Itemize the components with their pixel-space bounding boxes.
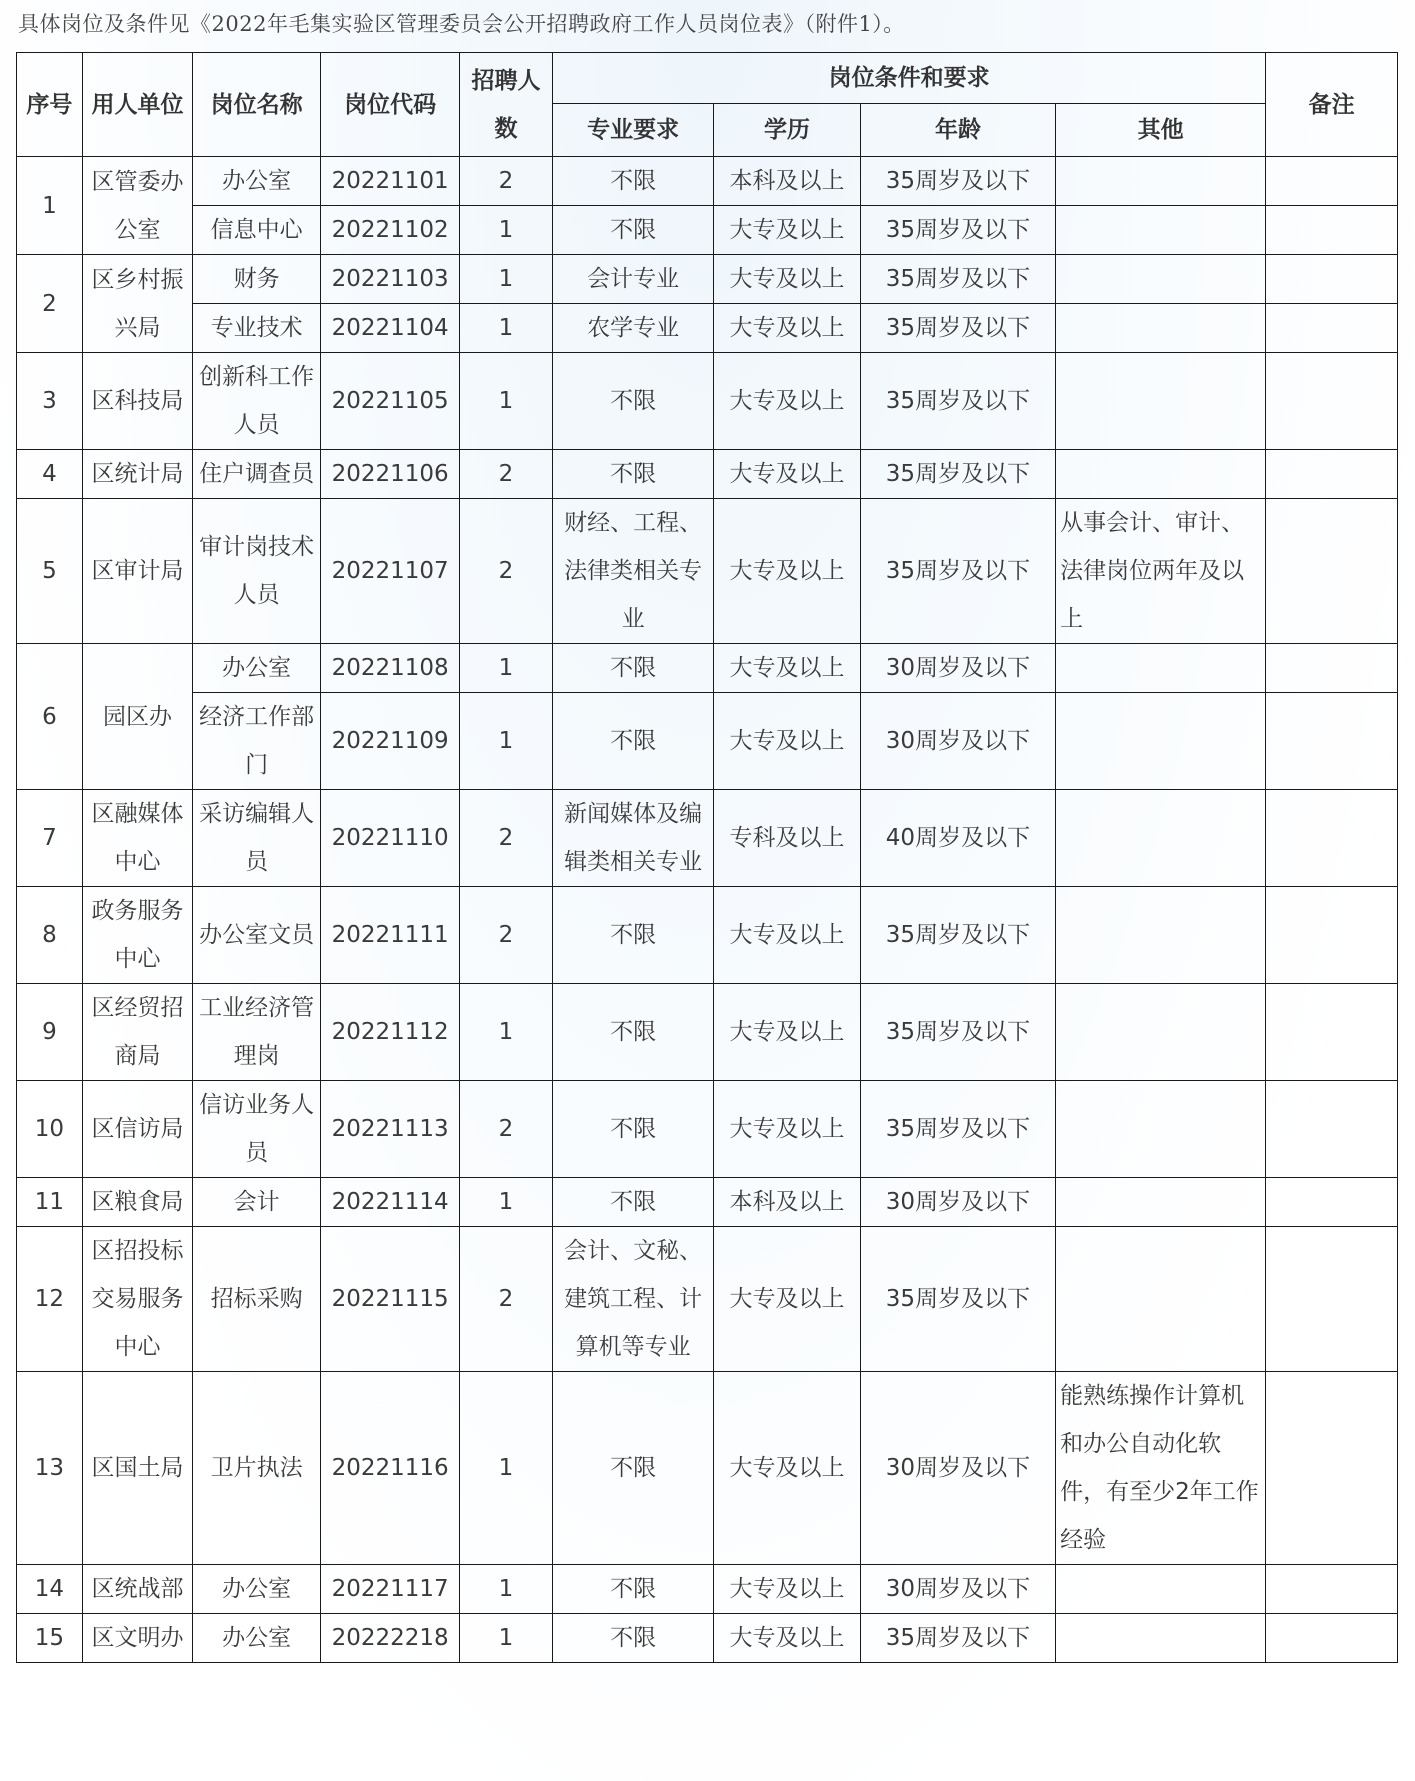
cell-major: 农学专业 <box>553 304 714 353</box>
table-row <box>17 1372 1398 1565</box>
cell-position: 创新科工作人员 <box>193 353 321 450</box>
cell-code: 20221108 <box>321 644 460 693</box>
cell-position: 办公室 <box>193 1614 321 1663</box>
cell-seq: 15 <box>17 1614 83 1663</box>
cell-remark <box>1266 1081 1398 1178</box>
cell-seq: 12 <box>17 1227 83 1372</box>
cell-remark <box>1266 1178 1398 1227</box>
cell-unit: 区信访局 <box>82 1081 192 1178</box>
positions-table <box>16 52 1398 1663</box>
table-row <box>17 887 1398 984</box>
cell-remark <box>1266 450 1398 499</box>
header-remark: 备注 <box>1266 53 1398 157</box>
cell-code: 20221112 <box>321 984 460 1081</box>
cell-code: 20221114 <box>321 1178 460 1227</box>
cell-position: 招标采购 <box>193 1227 321 1372</box>
cell-major: 不限 <box>553 1178 714 1227</box>
cell-seq: 2 <box>17 255 83 353</box>
cell-code: 20222218 <box>321 1614 460 1663</box>
header-count: 招聘人数 <box>459 53 552 157</box>
cell-code: 20221105 <box>321 353 460 450</box>
cell-education: 大专及以上 <box>714 353 861 450</box>
cell-position: 办公室 <box>193 157 321 206</box>
cell-other <box>1056 255 1266 304</box>
cell-count: 1 <box>459 206 552 255</box>
cell-unit: 区融媒体中心 <box>82 790 192 887</box>
cell-education: 大专及以上 <box>714 1565 861 1614</box>
cell-unit: 园区办 <box>82 644 192 790</box>
cell-position: 采访编辑人员 <box>193 790 321 887</box>
cell-count: 2 <box>459 887 552 984</box>
cell-remark <box>1266 255 1398 304</box>
table-row <box>17 499 1398 644</box>
cell-education: 大专及以上 <box>714 1227 861 1372</box>
cell-major: 不限 <box>553 206 714 255</box>
cell-education: 大专及以上 <box>714 887 861 984</box>
cell-position: 办公室 <box>193 644 321 693</box>
cell-major: 不限 <box>553 353 714 450</box>
cell-seq: 11 <box>17 1178 83 1227</box>
cell-position: 住户调查员 <box>193 450 321 499</box>
table-row <box>17 1614 1398 1663</box>
cell-position: 办公室 <box>193 1565 321 1614</box>
cell-code: 20221113 <box>321 1081 460 1178</box>
cell-major: 不限 <box>553 644 714 693</box>
cell-position: 工业经济管理岗 <box>193 984 321 1081</box>
cell-age: 35周岁及以下 <box>860 1227 1055 1372</box>
table-row <box>17 644 1398 693</box>
cell-code: 20221103 <box>321 255 460 304</box>
header-position: 岗位名称 <box>193 53 321 157</box>
cell-seq: 13 <box>17 1372 83 1565</box>
cell-seq: 14 <box>17 1565 83 1614</box>
cell-remark <box>1266 1614 1398 1663</box>
cell-unit: 区国土局 <box>82 1372 192 1565</box>
cell-code: 20221115 <box>321 1227 460 1372</box>
cell-education: 大专及以上 <box>714 984 861 1081</box>
cell-remark <box>1266 206 1398 255</box>
cell-remark <box>1266 790 1398 887</box>
cell-age: 30周岁及以下 <box>860 1178 1055 1227</box>
cell-other <box>1056 1614 1266 1663</box>
cell-count: 1 <box>459 255 552 304</box>
cell-education: 大专及以上 <box>714 644 861 693</box>
table-row <box>17 693 1398 790</box>
header-code: 岗位代码 <box>321 53 460 157</box>
cell-major: 不限 <box>553 1614 714 1663</box>
cell-remark <box>1266 353 1398 450</box>
cell-education: 大专及以上 <box>714 693 861 790</box>
table-row <box>17 1081 1398 1178</box>
cell-other <box>1056 353 1266 450</box>
cell-major: 会计专业 <box>553 255 714 304</box>
cell-education: 本科及以上 <box>714 157 861 206</box>
cell-remark <box>1266 693 1398 790</box>
cell-education: 大专及以上 <box>714 206 861 255</box>
cell-other <box>1056 304 1266 353</box>
cell-count: 1 <box>459 1614 552 1663</box>
table-row <box>17 1227 1398 1372</box>
cell-other: 能熟练操作计算机和办公自动化软件，有至少2年工作经验 <box>1056 1372 1266 1565</box>
cell-seq: 1 <box>17 157 83 255</box>
cell-seq: 5 <box>17 499 83 644</box>
header-age: 年龄 <box>860 104 1055 157</box>
cell-count: 2 <box>459 790 552 887</box>
cell-major: 新闻媒体及编辑类相关专业 <box>553 790 714 887</box>
cell-code: 20221106 <box>321 450 460 499</box>
cell-other <box>1056 1227 1266 1372</box>
cell-major: 会计、文秘、建筑工程、计算机等专业 <box>553 1227 714 1372</box>
cell-age: 35周岁及以下 <box>860 206 1055 255</box>
cell-count: 2 <box>459 450 552 499</box>
cell-remark <box>1266 499 1398 644</box>
cell-count: 2 <box>459 1227 552 1372</box>
cell-unit: 区科技局 <box>82 353 192 450</box>
cell-count: 2 <box>459 1081 552 1178</box>
cell-position: 信访业务人员 <box>193 1081 321 1178</box>
table-row <box>17 790 1398 887</box>
cell-remark <box>1266 157 1398 206</box>
header-other: 其他 <box>1056 104 1266 157</box>
cell-age: 30周岁及以下 <box>860 1565 1055 1614</box>
cell-count: 2 <box>459 157 552 206</box>
cell-age: 35周岁及以下 <box>860 499 1055 644</box>
cell-seq: 4 <box>17 450 83 499</box>
cell-count: 1 <box>459 1565 552 1614</box>
cell-major: 不限 <box>553 984 714 1081</box>
cell-position: 财务 <box>193 255 321 304</box>
cell-age: 35周岁及以下 <box>860 1614 1055 1663</box>
cell-unit: 区统计局 <box>82 450 192 499</box>
cell-other <box>1056 693 1266 790</box>
cell-major: 不限 <box>553 450 714 499</box>
cell-remark <box>1266 887 1398 984</box>
cell-age: 35周岁及以下 <box>860 353 1055 450</box>
cell-count: 1 <box>459 304 552 353</box>
cell-age: 35周岁及以下 <box>860 304 1055 353</box>
cell-education: 大专及以上 <box>714 304 861 353</box>
cell-code: 20221109 <box>321 693 460 790</box>
cell-unit: 区粮食局 <box>82 1178 192 1227</box>
header-conditions: 岗位条件和要求 <box>553 53 1266 104</box>
cell-count: 1 <box>459 644 552 693</box>
cell-unit: 区审计局 <box>82 499 192 644</box>
cell-count: 1 <box>459 353 552 450</box>
cell-unit: 区乡村振兴局 <box>82 255 192 353</box>
cell-other <box>1056 644 1266 693</box>
cell-position: 办公室文员 <box>193 887 321 984</box>
cell-unit: 区经贸招商局 <box>82 984 192 1081</box>
cell-code: 20221104 <box>321 304 460 353</box>
cell-age: 35周岁及以下 <box>860 255 1055 304</box>
cell-code: 20221101 <box>321 157 460 206</box>
table-row <box>17 450 1398 499</box>
cell-code: 20221111 <box>321 887 460 984</box>
cell-age: 35周岁及以下 <box>860 984 1055 1081</box>
cell-remark <box>1266 1227 1398 1372</box>
cell-other <box>1056 887 1266 984</box>
cell-unit: 区招投标交易服务中心 <box>82 1227 192 1372</box>
cell-major: 财经、工程、法律类相关专业 <box>553 499 714 644</box>
cell-other <box>1056 157 1266 206</box>
cell-age: 35周岁及以下 <box>860 450 1055 499</box>
cell-count: 1 <box>459 984 552 1081</box>
table-row <box>17 1565 1398 1614</box>
cell-remark <box>1266 1372 1398 1565</box>
cell-education: 大专及以上 <box>714 1614 861 1663</box>
table-row <box>17 984 1398 1081</box>
cell-seq: 6 <box>17 644 83 790</box>
cell-unit: 政务服务中心 <box>82 887 192 984</box>
cell-seq: 10 <box>17 1081 83 1178</box>
cell-count: 1 <box>459 1178 552 1227</box>
cell-seq: 7 <box>17 790 83 887</box>
table-body <box>17 157 1398 1663</box>
header-seq: 序号 <box>17 53 83 157</box>
cell-remark <box>1266 1565 1398 1614</box>
header-major: 专业要求 <box>553 104 714 157</box>
cell-other <box>1056 450 1266 499</box>
cell-count: 1 <box>459 693 552 790</box>
cell-age: 35周岁及以下 <box>860 887 1055 984</box>
cell-major: 不限 <box>553 1372 714 1565</box>
cell-age: 30周岁及以下 <box>860 693 1055 790</box>
cell-education: 专科及以上 <box>714 790 861 887</box>
cell-major: 不限 <box>553 157 714 206</box>
table-row <box>17 157 1398 206</box>
cell-age: 30周岁及以下 <box>860 644 1055 693</box>
cell-position: 专业技术 <box>193 304 321 353</box>
cell-code: 20221107 <box>321 499 460 644</box>
cell-education: 大专及以上 <box>714 499 861 644</box>
table-row <box>17 304 1398 353</box>
cell-unit: 区管委办公室 <box>82 157 192 255</box>
cell-age: 30周岁及以下 <box>860 1372 1055 1565</box>
cell-code: 20221102 <box>321 206 460 255</box>
cell-other <box>1056 1178 1266 1227</box>
cell-code: 20221117 <box>321 1565 460 1614</box>
header-unit: 用人单位 <box>82 53 192 157</box>
table-row <box>17 255 1398 304</box>
cell-age: 40周岁及以下 <box>860 790 1055 887</box>
intro-text: 具体岗位及条件见《2022年毛集实验区管理委员会公开招聘政府工作人员岗位表》（附件1）。 <box>18 12 905 36</box>
cell-education: 大专及以上 <box>714 1372 861 1565</box>
cell-unit: 区统战部 <box>82 1565 192 1614</box>
cell-remark <box>1266 644 1398 693</box>
cell-position: 卫片执法 <box>193 1372 321 1565</box>
cell-remark <box>1266 984 1398 1081</box>
table-row <box>17 1178 1398 1227</box>
cell-position: 信息中心 <box>193 206 321 255</box>
cell-unit: 区文明办 <box>82 1614 192 1663</box>
cell-other <box>1056 984 1266 1081</box>
cell-age: 35周岁及以下 <box>860 1081 1055 1178</box>
cell-major: 不限 <box>553 887 714 984</box>
cell-other <box>1056 1081 1266 1178</box>
cell-remark <box>1266 304 1398 353</box>
cell-count: 2 <box>459 499 552 644</box>
table-row <box>17 206 1398 255</box>
cell-position: 审计岗技术人员 <box>193 499 321 644</box>
cell-other <box>1056 1565 1266 1614</box>
cell-count: 1 <box>459 1372 552 1565</box>
cell-major: 不限 <box>553 1081 714 1178</box>
cell-major: 不限 <box>553 693 714 790</box>
cell-seq: 8 <box>17 887 83 984</box>
header-education: 学历 <box>714 104 861 157</box>
cell-education: 大专及以上 <box>714 450 861 499</box>
cell-seq: 9 <box>17 984 83 1081</box>
cell-other <box>1056 790 1266 887</box>
cell-code: 20221110 <box>321 790 460 887</box>
cell-position: 会计 <box>193 1178 321 1227</box>
cell-other: 从事会计、审计、法律岗位两年及以上 <box>1056 499 1266 644</box>
cell-education: 大专及以上 <box>714 1081 861 1178</box>
cell-education: 大专及以上 <box>714 255 861 304</box>
cell-major: 不限 <box>553 1565 714 1614</box>
cell-education: 本科及以上 <box>714 1178 861 1227</box>
cell-code: 20221116 <box>321 1372 460 1565</box>
cell-other <box>1056 206 1266 255</box>
cell-seq: 3 <box>17 353 83 450</box>
cell-position: 经济工作部门 <box>193 693 321 790</box>
table-row <box>17 353 1398 450</box>
cell-age: 35周岁及以下 <box>860 157 1055 206</box>
